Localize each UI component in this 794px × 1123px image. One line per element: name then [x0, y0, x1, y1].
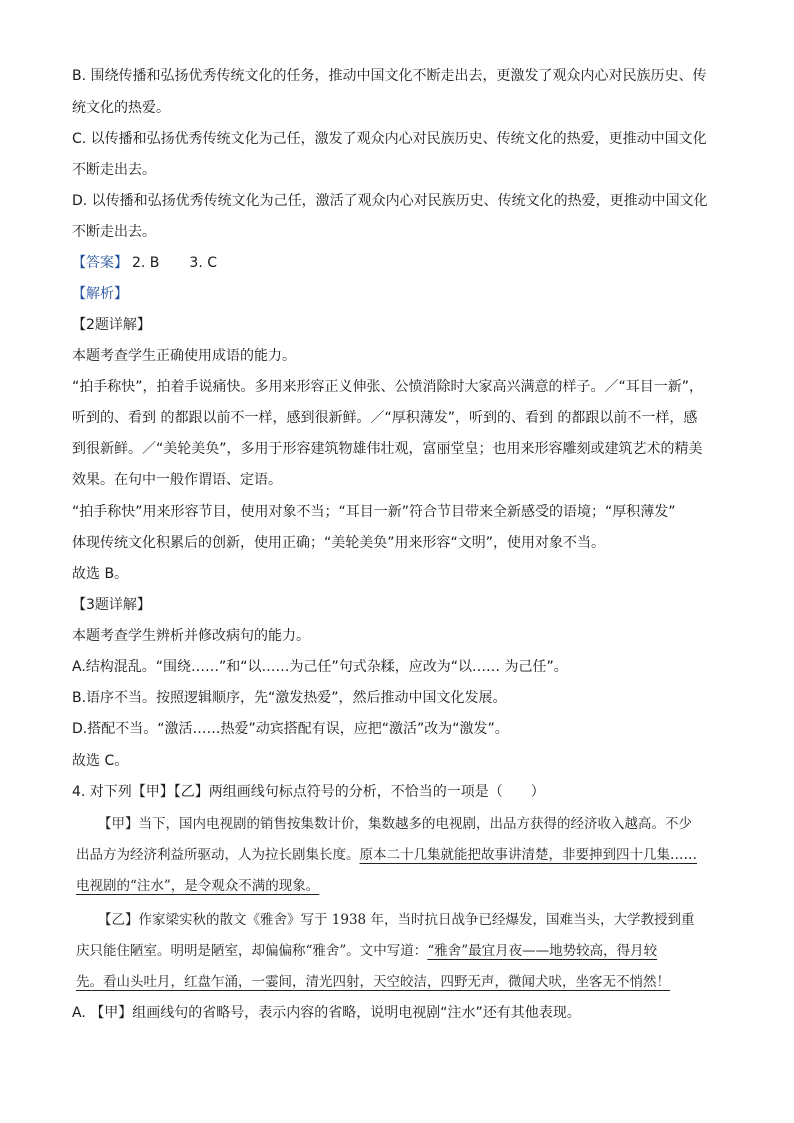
q2-para2-line1: “拍手称快”用来形容节目，使用对象不当；“耳目一新”符合节目带来全新感受的语境；“厚积薄发” — [72, 504, 676, 520]
option-d-line-2: 不断走出去。 — [72, 224, 156, 240]
q3-option-a-analysis: A.结构混乱。“围绕……”和“以……为己任”句式杂糅，应改为“以…… 为己任”。 — [72, 659, 568, 675]
q4-stem: 4. 对下列【甲】【乙】两组画线句标点符号的分析，不恰当的一项是（ ） — [72, 784, 545, 800]
answer-line — [72, 253, 217, 273]
option-b-line-2: 统文化的热爱。 — [72, 100, 170, 116]
option-c-line-2: 不断走出去。 — [72, 162, 156, 178]
q3-intro: 本题考查学生辨析并修改病句的能力。 — [72, 628, 310, 644]
q2-para1-line1: “拍手称快”，拍着手说痛快。多用来形容正义伸张、公愤消除时大家高兴满意的样子。／“耳目一新”， — [72, 379, 704, 395]
q3-option-d-analysis: D.搭配不当。“激活……热爱”动宾搭配有误，应把“激活”改为“激发”。 — [72, 721, 509, 737]
q4-yi-underlined-2: 先。看山头吐月，红盘乍涌，一霎间，清光四射，天空皎洁，四野无声，微闻犬吠，坐客无不悄然！ — [76, 974, 670, 990]
q4-jia-line1: 【甲】当下，国内电视剧的销售按集数计价，集数越多的电视剧，出品方获得的经济收入越高。不少 — [98, 816, 692, 832]
q3-option-b-analysis: B.语序不当。按照逻辑顺序，先“激发热爱”，然后推动中国文化发展。 — [72, 690, 507, 706]
q2-para1-line2: 听到的、看到 的都跟以前不一样，感到很新鲜。／“厚积薄发”，听到的、看到 的都跟以前不一样，感 — [72, 410, 698, 426]
q4-yi-line2 — [76, 941, 657, 961]
q3-conclusion: 故选 C。 — [72, 753, 129, 769]
answer-q3: 3. C — [189, 255, 218, 271]
q4-option-a: A. 【甲】组画线句的省略号，表示内容的省略，说明电视剧“注水”还有其他表现。 — [72, 1005, 581, 1021]
q4-yi-line1: 【乙】作家梁实秋的散文《雅舍》写于 1938 年，当时抗日战争已经爆发，国难当头，大学教授到重 — [98, 912, 695, 928]
q3-heading: 【3题详解】 — [72, 597, 151, 613]
answer-q2: 2. B — [132, 255, 160, 271]
analysis-tag: 【解析】 — [72, 286, 128, 302]
q4-jia-line2-plain: 出品方为经济利益所驱动，人为拉长剧集长度。 — [76, 847, 360, 863]
q2-heading: 【2题详解】 — [72, 317, 151, 333]
q2-para1-line4: 效果。在句中一般作谓语、定语。 — [72, 472, 282, 488]
option-d-line-1: D. 以传播和弘扬优秀传统文化为己任，激活了观众内心对民族历史、传统文化的热爱，更推动中国文化 — [72, 193, 708, 209]
answer-tag: 【答案】 — [72, 255, 128, 271]
q4-jia-line2 — [76, 845, 697, 865]
q2-intro: 本题考查学生正确使用成语的能力。 — [72, 348, 296, 364]
q2-para2-line2: 体现传统文化积累后的创新，使用正确；“美轮美奂”用来形容“文明”，使用对象不当。 — [72, 535, 606, 551]
q2-conclusion: 故选 B。 — [72, 566, 129, 582]
q4-yi-line2-plain: 庆只能住陋室。明明是陋室，却偏偏称“雅舍”。文中写道： — [76, 943, 428, 959]
q4-jia-underlined-2: 电视剧的“注水”，是令观众不满的现象。 — [76, 878, 320, 894]
option-b-line-1: B. 围绕传播和弘扬优秀传统文化的任务，推动中国文化不断走出去，更激发了观众内心对民族历史、传 — [72, 68, 707, 84]
option-c-line-1: C. 以传播和弘扬优秀传统文化为己任，激发了观众内心对民族历史、传统文化的热爱，更推动中国文化 — [72, 131, 707, 147]
q2-para1-line3: 到很新鲜。／“美轮美奂”，多用于形容建筑物雄伟壮观，富丽堂皇；也用来形容雕刻或建筑艺术的精美 — [72, 441, 703, 457]
q4-yi-underlined-1: “雅舍”最宜月夜——地势较高，得月较 — [427, 943, 658, 959]
q4-jia-underlined-1: 原本二十几集就能把故事讲清楚，非要抻到四十几集…… — [359, 847, 697, 863]
